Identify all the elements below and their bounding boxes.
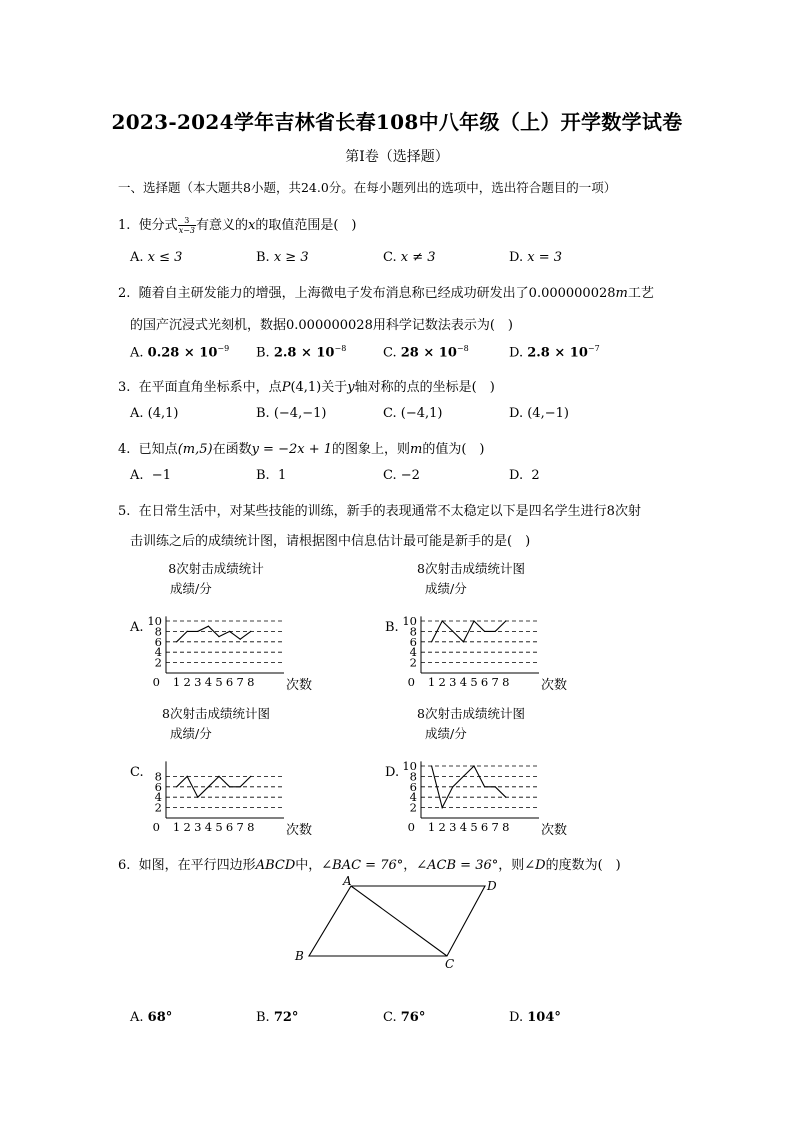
chart-x-tick-label: 6 (225, 675, 234, 689)
chart-x-tick-label: 2 (183, 820, 191, 834)
chart-x-tick-label: 2 (183, 675, 191, 689)
question-3: 3. 在平面直角坐标系中，点P(4,1)关于y轴对称的点的坐标是( ) (118, 380, 495, 395)
q1-option-a[interactable]: A. x ≤ 3 (130, 250, 183, 265)
chart-data-point (431, 641, 432, 642)
chart-data-point (229, 786, 230, 787)
chart-y-tick-label: 4 (409, 645, 417, 660)
chart-y-tick-label: 6 (409, 779, 417, 794)
chart-c[interactable] (110, 700, 320, 845)
chart-a[interactable] (110, 555, 320, 695)
chart-y-tick-label: 2 (154, 655, 162, 670)
chart-option-label: C. (130, 765, 144, 780)
chart-x-tick-label: 5 (215, 675, 223, 689)
question-2-line-2: 的国产沉浸式光刻机，数据0.000000028用科学记数法表示为( ) (130, 318, 513, 333)
chart-x-tick-label: 4 (204, 820, 213, 834)
chart-y-tick-label: 2 (154, 800, 162, 815)
chart-option-label: D. (385, 765, 400, 780)
chart-y-tick-label: 2 (409, 800, 417, 815)
chart-x-tick-label: 1 (172, 675, 181, 689)
q6-option-c[interactable]: C. 76° (383, 1010, 426, 1025)
parallelogram-shape (309, 886, 485, 956)
chart-y-tick-label: 8 (154, 769, 162, 784)
chart-origin-label: 0 (407, 820, 415, 834)
q4-option-b[interactable]: B. 1 (256, 468, 287, 483)
diagonal-ac (351, 886, 447, 956)
q6-option-b[interactable]: B. 72° (256, 1010, 299, 1025)
chart-x-tick-label: 3 (449, 820, 457, 834)
chart-data-point (197, 631, 198, 632)
section-heading: 一、选择题（本大题共8小题，共24.0分。在每小题列出的选项中，选出符合题目的一项） (118, 180, 617, 195)
chart-x-tick-label: 1 (427, 820, 436, 834)
chart-data-point (250, 631, 251, 632)
question-1: 1. 使分式 $\frac{3}{x-3}$ 有意义的x的取值范围是( ) (118, 216, 357, 235)
chart-x-tick-label: 5 (470, 820, 478, 834)
q3-option-b[interactable]: B. (−4,−1) (256, 406, 327, 421)
chart-y-tick-label: 10 (402, 614, 417, 628)
chart-option-label: B. (385, 620, 399, 635)
chart-option-label: A. (130, 620, 144, 635)
chart-data-point (452, 786, 453, 787)
question-5-line-2: 击训练之后的成绩统计图，请根据图中信息估计最可能是新手的是( ) (130, 534, 531, 549)
chart-data-point (473, 765, 474, 766)
chart-data-point (250, 776, 251, 777)
page-title: 2023-2024学年吉林省长春108中八年级（上）开学数学试卷 (111, 110, 683, 134)
q1-option-c[interactable]: C. x ≠ 3 (383, 250, 436, 265)
chart-ylabel: 成绩/分 (170, 726, 212, 741)
chart-x-tick-label: 7 (491, 820, 499, 834)
chart-x-tick-label: 8 (247, 820, 255, 834)
chart-x-tick-label: 3 (194, 675, 202, 689)
chart-data-point (495, 631, 496, 632)
chart-x-tick-label: 6 (480, 675, 489, 689)
vertex-label-c: C (445, 957, 455, 971)
chart-x-tick-label: 1 (427, 675, 436, 689)
chart-x-tick-label: 8 (502, 675, 510, 689)
chart-x-tick-label: 4 (204, 675, 213, 689)
chart-data-point (505, 620, 506, 621)
section-subtitle: 第I卷（选择题） (345, 149, 449, 165)
q4-option-a[interactable]: A. −1 (130, 468, 171, 483)
chart-data-point (187, 631, 188, 632)
chart-data-point (452, 631, 453, 632)
chart-xlabel: 次数 (541, 678, 568, 693)
chart-title: 8次射击成绩统计图 (417, 706, 525, 721)
chart-data-point (229, 631, 230, 632)
chart-origin-label: 0 (152, 675, 160, 689)
question-5-line-1: 5. 在日常生活中，对某些技能的训练，新手的表现通常不太稳定以下是四名学生进行8次射 (118, 504, 641, 519)
chart-data-point (431, 765, 432, 766)
chart-data-point (197, 797, 198, 798)
chart-x-tick-label: 6 (480, 820, 489, 834)
chart-data-point (473, 620, 474, 621)
chart-x-tick-label: 5 (470, 675, 478, 689)
chart-data-point (484, 631, 485, 632)
chart-data-point (442, 620, 443, 621)
chart-data-point (495, 786, 496, 787)
q1-option-d[interactable]: D. x = 3 (509, 250, 562, 265)
chart-ylabel: 成绩/分 (425, 726, 467, 741)
chart-ylabel: 成绩/分 (425, 581, 467, 596)
chart-x-tick-label: 2 (438, 675, 446, 689)
chart-x-tick-label: 7 (236, 820, 244, 834)
chart-y-tick-label: 4 (154, 790, 162, 805)
chart-data-point (484, 786, 485, 787)
q2-option-c[interactable]: C. $28 \times 10^{-8}$ (383, 344, 469, 361)
chart-data-point (442, 807, 443, 808)
chart-y-tick-label: 6 (154, 634, 162, 649)
chart-x-tick-label: 7 (491, 675, 499, 689)
chart-data-point (463, 776, 464, 777)
fraction: $\frac{3}{x-3}$ (178, 216, 195, 235)
chart-x-tick-label: 8 (247, 675, 255, 689)
chart-y-tick-label: 2 (409, 655, 417, 670)
chart-x-tick-label: 3 (194, 820, 202, 834)
chart-xlabel: 次数 (286, 823, 313, 838)
chart-x-tick-label: 6 (225, 820, 234, 834)
chart-x-tick-label: 2 (438, 820, 446, 834)
vertex-label-d: D (487, 879, 497, 893)
chart-x-tick-label: 8 (502, 820, 510, 834)
chart-data-point (218, 776, 219, 777)
q4-option-d[interactable]: D. 2 (509, 468, 540, 483)
chart-y-tick-label: 6 (409, 634, 417, 649)
question-6: 6. 如图，在平行四边形ABCD中，∠BAC = 76°，∠ACB = 36°，则∠D的度数为( ) (118, 858, 621, 873)
chart-x-tick-label: 7 (236, 675, 244, 689)
chart-x-tick-label: 5 (215, 820, 223, 834)
chart-y-tick-label: 8 (154, 624, 162, 639)
chart-y-tick-label: 8 (409, 769, 417, 784)
chart-y-tick-label: 6 (154, 779, 162, 794)
q3-option-a[interactable]: A. (4,1) (130, 406, 179, 421)
chart-data-point (187, 776, 188, 777)
vertex-label-a: A (343, 874, 352, 888)
question-4: 4. 已知点(m,5)在函数y = −2x + 1的图象上，则m的值为( ) (118, 442, 485, 457)
question-2-line-1: 2. 随着自主研发能力的增强，上海微电子发布消息称已经成功研发出了0.000000028m工艺 (118, 286, 654, 301)
chart-y-tick-label: 10 (402, 759, 417, 773)
vertex-label-b: B (295, 949, 304, 963)
chart-xlabel: 次数 (541, 823, 568, 838)
chart-y-tick-label: 4 (409, 790, 417, 805)
chart-data-point (463, 641, 464, 642)
chart-b[interactable] (365, 555, 575, 695)
chart-title: 8次射击成绩统计图 (162, 706, 270, 721)
q2-option-b[interactable]: B. $2.8 \times 10^{-8}$ (256, 344, 347, 361)
q3-option-d[interactable]: D. (4,−1) (509, 406, 569, 421)
chart-data-point (176, 786, 177, 787)
chart-data-point (240, 786, 241, 787)
chart-x-tick-label: 4 (459, 820, 468, 834)
chart-title: 8次射击成绩统计 (168, 561, 264, 576)
chart-data-point (240, 639, 241, 640)
chart-ylabel: 成绩/分 (170, 581, 212, 596)
chart-x-tick-label: 4 (459, 675, 468, 689)
q3-option-c[interactable]: C. (−4,1) (383, 406, 443, 421)
chart-origin-label: 0 (152, 820, 160, 834)
chart-y-tick-label: 10 (147, 614, 162, 628)
chart-title: 8次射击成绩统计图 (417, 561, 525, 576)
chart-data-point (505, 797, 506, 798)
chart-x-tick-label: 1 (172, 820, 181, 834)
chart-xlabel: 次数 (286, 678, 313, 693)
chart-data-point (208, 786, 209, 787)
q2-option-d[interactable]: D. $2.8 \times 10^{-7}$ (509, 344, 600, 361)
chart-origin-label: 0 (407, 675, 415, 689)
chart-y-tick-label: 4 (154, 645, 162, 660)
chart-data-point (218, 636, 219, 637)
q2-option-a[interactable]: A. $0.28 \times 10^{-9}$ (130, 344, 230, 361)
chart-d[interactable] (365, 700, 575, 845)
q6-option-a[interactable]: A. 68° (130, 1010, 173, 1025)
q1-option-b[interactable]: B. x ≥ 3 (256, 250, 309, 265)
chart-x-tick-label: 3 (449, 675, 457, 689)
q4-option-c[interactable]: C. −2 (383, 468, 420, 483)
chart-y-tick-label: 8 (409, 624, 417, 639)
parallelogram-figure (285, 872, 515, 972)
chart-data-point (176, 641, 177, 642)
q6-option-d[interactable]: D. 104° (509, 1010, 561, 1025)
chart-data-point (208, 626, 209, 627)
